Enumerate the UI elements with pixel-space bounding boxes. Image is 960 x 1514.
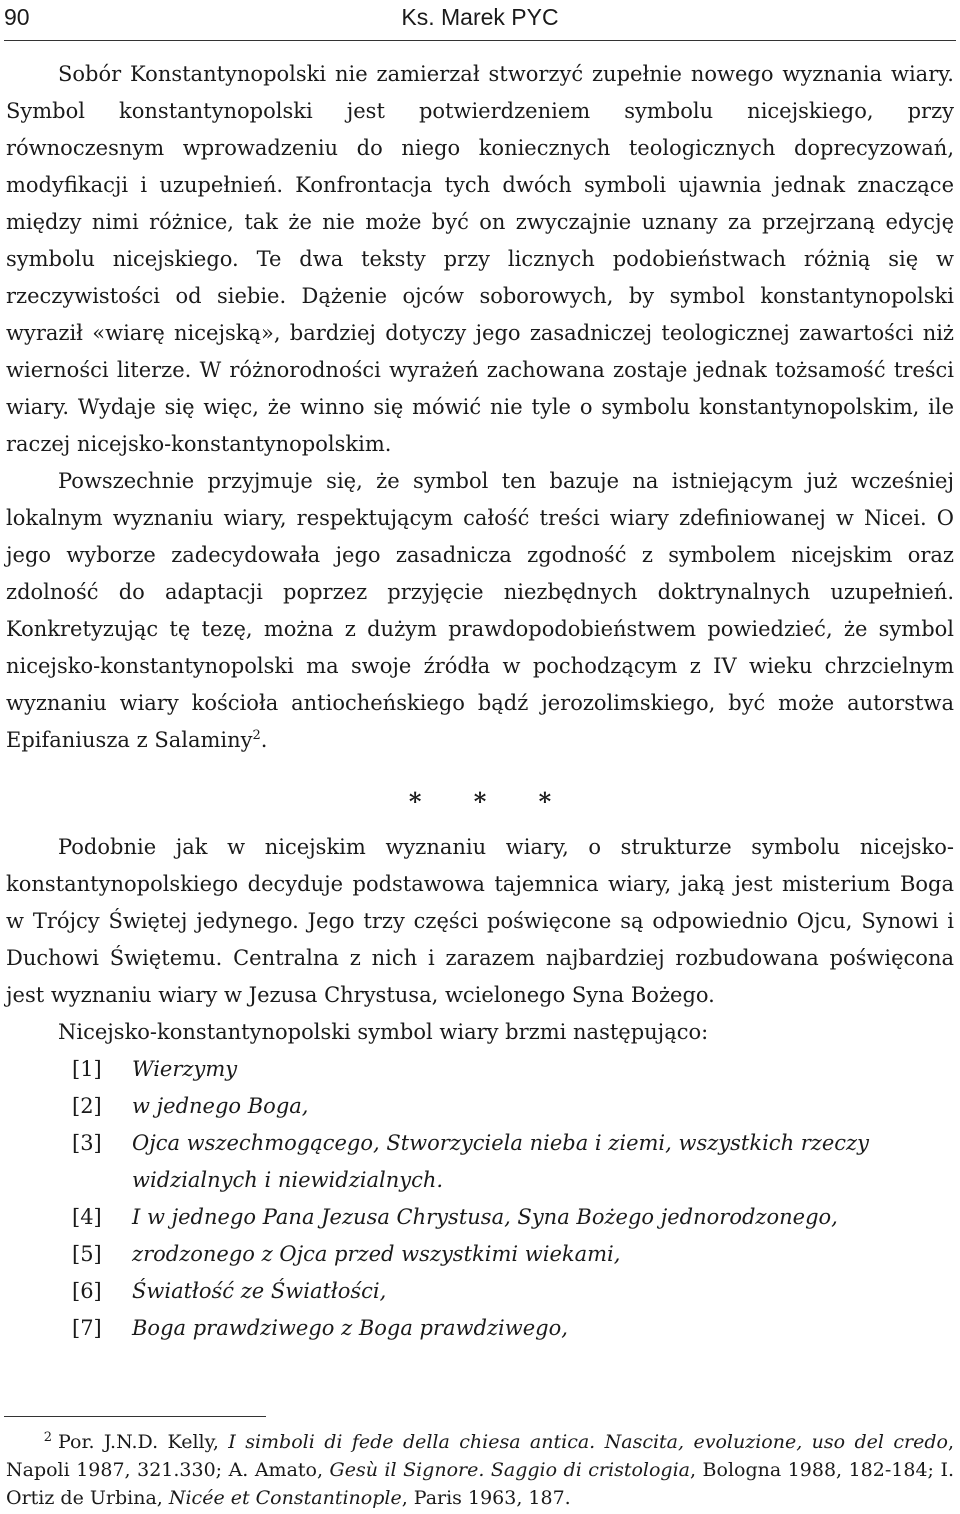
paragraph-2 bbox=[6, 463, 954, 759]
page-number: 90 bbox=[4, 4, 30, 30]
creed-item-number: [1] bbox=[72, 1057, 102, 1081]
creed-item bbox=[6, 1199, 954, 1236]
footnote-title: Gesù il Signore. Saggio di cristologia bbox=[329, 1459, 691, 1481]
paragraph-3: Podobnie jak w nicejskim wyznaniu wiary, o strukturze symbolu nicejsko-konstantynopolskiego decyduje podstawowa tajemnica wiary, jaką jest misterium Boga w Trójcy Świętej jedynego. Jego trzy części poświęcone są odpowiednio Ojcu, Synowi i Duchowi Świętemu. Centralna z nich i zarazem najbardziej rozbudowana poświęcona jest wyznaniu wiary w Jezusa Chrystusa, wcielonego Syna Bożego. bbox=[6, 835, 954, 1007]
footnote-title: Nicée et Constantinople bbox=[168, 1487, 402, 1509]
paragraph-2-end: . bbox=[260, 728, 268, 752]
creed-item bbox=[6, 1310, 954, 1347]
footnote-text: , Bologna 1988, 182-184; I. Ortiz de Urbina, bbox=[6, 1459, 954, 1509]
paragraph-1: Sobór Konstantynopolski nie zamierzał stworzyć zupełnie nowego wyznania wiary. Symbol konstantynopolski jest potwierdzeniem symbolu nicejskiego, przy równoczesnym wprowadzeniu do niego koniecznych teologicznych doprecyzowań, modyfikacji i uzupełnień. Konfrontacja tych dwóch symboli ujawnia jednak znaczące między nimi różnice, tak że nie może być on zwyczajnie uznany za przejrzaną edycję symbolu nicejskiego. Te dwa teksty przy licznych podobieństwach różnią się w rzeczywistości od siebie. Dążenie ojców soborowych, by symbol konstantynopolski wyraził «wiarę nicejską», bardziej dotyczy jego zasadniczej teologicznej zawartości niż wierności literze. W różnorodności wyrażeń zachowana zostaje jednak tożsamość treści wiary. Wydaje się więc, że winno się mówić nie tyle o symbolu konstantynopolskim, ile raczej nicejsko-konstantynopolskim. bbox=[6, 62, 954, 456]
creed-item bbox=[6, 1236, 954, 1273]
creed-item-number: [4] bbox=[72, 1205, 102, 1229]
section-separator: * * * bbox=[408, 787, 574, 816]
creed-item-text: I w jednego Pana Jezusa Chrystusa, Syna Bożego jednorodzonego, bbox=[132, 1205, 838, 1229]
creed-item-text: Ojca wszechmogącego, Stworzyciela nieba i ziemi, wszystkich rzeczy widzialnych i niewidzialnych. bbox=[132, 1131, 869, 1192]
creed-item bbox=[6, 1088, 954, 1125]
header-rule bbox=[4, 40, 956, 41]
footnote-reference[interactable]: 2 bbox=[252, 728, 261, 743]
footnote-text: , Paris 1963, 187. bbox=[401, 1487, 571, 1509]
creed-item-text: Boga prawdziwego z Boga prawdziwego, bbox=[132, 1316, 568, 1340]
paragraph-4: Nicejsko-konstantynopolski symbol wiary brzmi następująco: bbox=[58, 1020, 709, 1044]
creed-item bbox=[6, 1125, 954, 1199]
creed-item-text: Wierzymy bbox=[132, 1057, 238, 1081]
creed-item bbox=[6, 1273, 954, 1310]
creed-list bbox=[6, 1051, 954, 1347]
creed-item-number: [7] bbox=[72, 1316, 102, 1340]
footnote-rule bbox=[4, 1416, 266, 1417]
creed-item-text: w jednego Boga, bbox=[132, 1094, 309, 1118]
creed-item-number: [3] bbox=[72, 1131, 102, 1155]
footnote-text: , Napoli 1987, 321.330; A. Amato, bbox=[6, 1431, 954, 1481]
creed-item-text: Światłość ze Światłości, bbox=[132, 1279, 387, 1303]
running-header bbox=[4, 2, 956, 32]
footnote: 2 Por. J.N.D. Kelly, I simboli di fede della chiesa antica. Nascita, evoluzione, uso del credo, Napoli 1987, 321.330; A. Amato, Gesù il Signore. Saggio di cristologia, Bologna 1988, 182-184; I. Ortiz de Urbina, Nicée et Constantinople, Paris 1963, 187. bbox=[6, 1429, 954, 1509]
creed-item-number: [2] bbox=[72, 1094, 102, 1118]
body-text bbox=[6, 56, 954, 1347]
creed-item bbox=[6, 1051, 954, 1088]
paragraph-2-text: Powszechnie przyjmuje się, że symbol ten bazuje na istniejącym już wcześniej lokalnym wyznaniu wiary, respektującym całość treści wiary zdefiniowanej w Nicei. O jego wyborze zadecydowała jego zasadnicza zgodność z symbolem nicejskim oraz zdolność do adaptacji poprzez przyjęcie niezbędnych doktrynalnych uzupełnień. Konkretyzując tę tezę, można z dużym prawdopodobieństwem powiedzieć, że symbol nicejsko-konstantynopolski ma swoje źródła w pochodzącym z IV wieku chrzcielnym wyznaniu wiary kościoła antiocheńskiego bądź jerozolimskiego, być może autorstwa Epifaniusza z Salaminy bbox=[6, 469, 954, 752]
header-author: Ks. Marek PYC bbox=[401, 4, 559, 30]
creed-item-number: [5] bbox=[72, 1242, 102, 1266]
footnote-title: I simboli di fede della chiesa antica. Nascita, evoluzione, uso del credo bbox=[228, 1431, 948, 1453]
footnote-text: Por. J.N.D. Kelly, bbox=[58, 1431, 229, 1453]
creed-item-text: zrodzonego z Ojca przed wszystkimi wiekami, bbox=[132, 1242, 621, 1266]
creed-item-number: [6] bbox=[72, 1279, 102, 1303]
